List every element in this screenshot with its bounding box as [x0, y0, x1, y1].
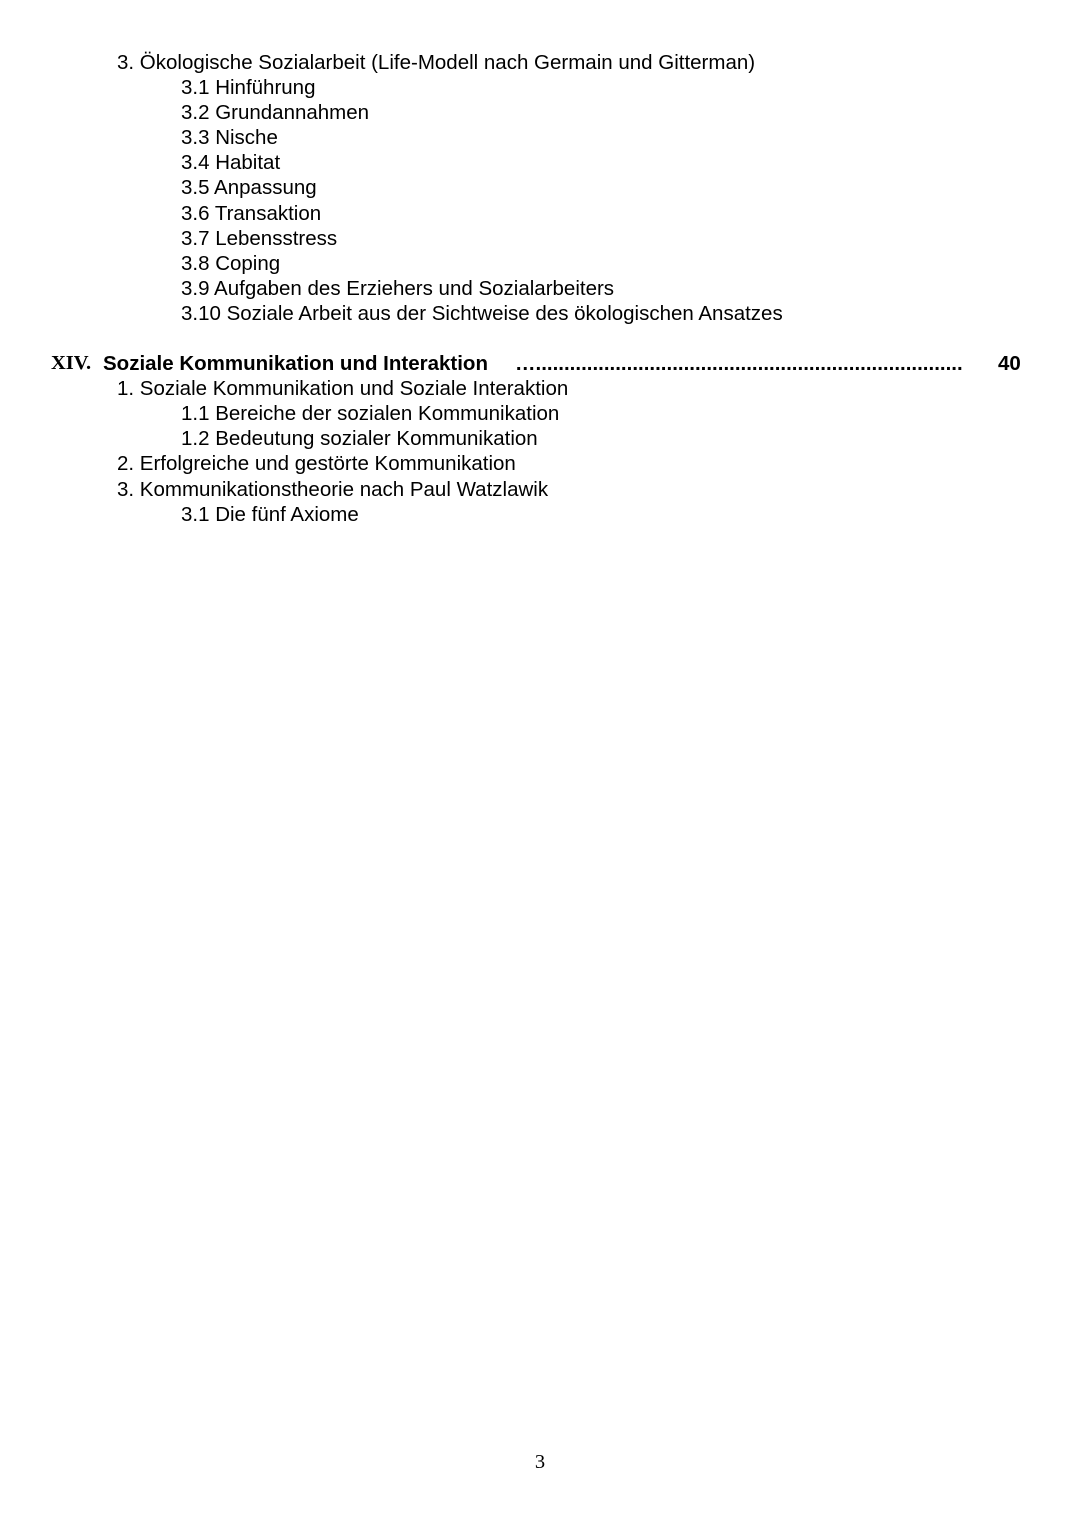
chapter-title: Soziale Kommunikation und Interaktion	[103, 352, 488, 376]
toc-subentry: 3.6 Transaktion	[181, 201, 322, 225]
toc-subentry: 3.5 Anpassung	[181, 176, 317, 200]
toc-subentry: 1.2 Bedeutung sozialer Kommunikation	[181, 427, 538, 451]
section-spacer	[0, 326, 1080, 351]
toc-chapter-entry[interactable]	[0, 351, 1080, 376]
toc-subentry: 3.3 Nische	[181, 126, 278, 150]
toc-entry-heading: 3. Ökologische Sozialarbeit (Life-Modell nach Germain und Gitterman)	[117, 51, 756, 74]
toc-subentry: 3.10 Soziale Arbeit aus der Sichtweise des ökologischen Ansatzes	[181, 301, 783, 325]
toc-entry: 2. Erfolgreiche und gestörte Kommunikation	[117, 452, 516, 476]
toc-entry: 3. Kommunikationstheorie nach Paul Watzlawik	[117, 477, 549, 501]
dot-leader: …...........................................................................	[515, 352, 963, 376]
toc-subentry: 3.8 Coping	[181, 251, 281, 275]
toc-subentry: 3.2 Grundannahmen	[181, 101, 370, 125]
page-number-footer: 3	[534, 1451, 546, 1473]
toc-subentry: 3.1 Hinführung	[181, 76, 316, 100]
toc-subentry: 3.4 Habitat	[181, 151, 281, 175]
chapter-numeral: XIV.	[51, 352, 92, 375]
toc-subentry: 3.1 Die fünf Axiome	[181, 502, 359, 526]
chapter-page-number: 40	[998, 352, 1021, 376]
toc-subentry: 3.9 Aufgaben des Erziehers und Sozialarbeiters	[181, 276, 615, 300]
toc-entry: 1. Soziale Kommunikation und Soziale Interaktion	[117, 377, 569, 401]
table-of-contents	[0, 50, 1080, 527]
toc-subentry: 1.1 Bereiche der sozialen Kommunikation	[181, 402, 560, 426]
toc-subentry: 3.7 Lebensstress	[181, 226, 338, 250]
